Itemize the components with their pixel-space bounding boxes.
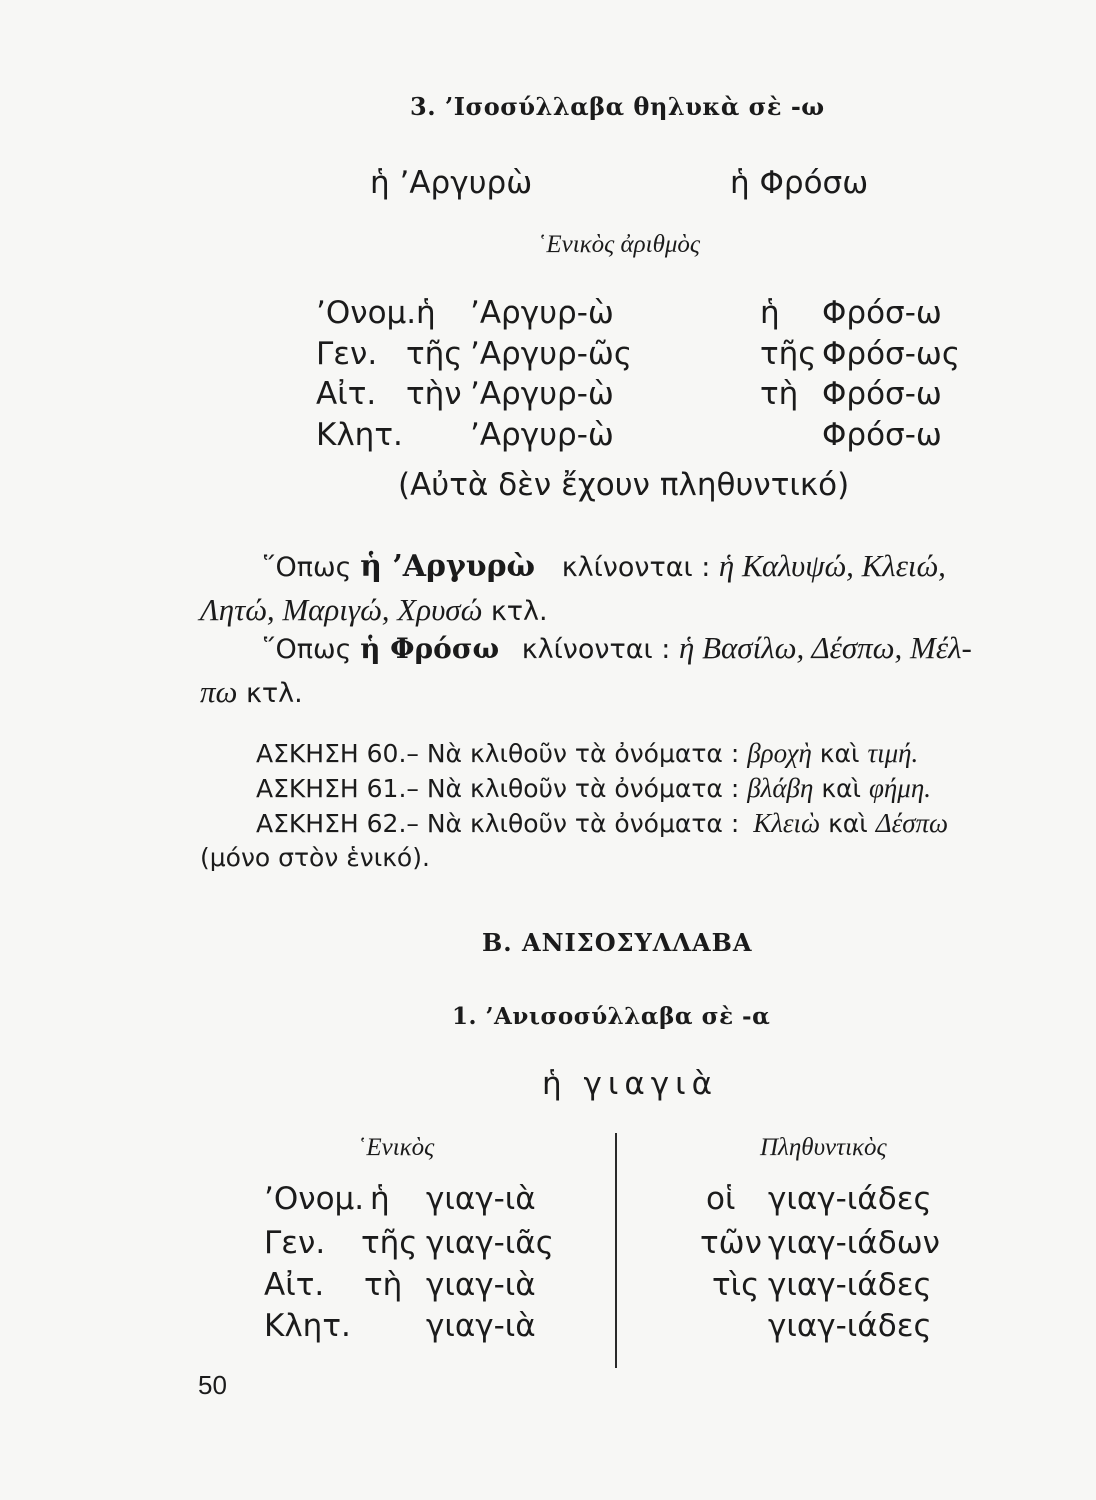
section-title: 3. ’Ισοσύλλαβα θηλυκὰ σὲ -ω	[410, 92, 825, 121]
paragraph-examples-cont: Λητώ, Μαριγώ, Χρυσώ	[200, 592, 483, 627]
case-label: Κλητ.	[264, 1308, 351, 1344]
paragraph-argyro-line2	[200, 592, 548, 628]
paragraph-froso-line1	[262, 630, 972, 666]
paragraph-bold-word: ἡ ’Αργυρὼ	[360, 549, 536, 584]
case-label: Γεν.	[316, 336, 378, 372]
form: ’Αργυρ-ὼ	[470, 295, 614, 331]
case-label: Κλητ.	[316, 417, 403, 453]
exercise-62-cont: (μόνο στὸν ἑνικό).	[200, 843, 430, 872]
paragraph-bold-word: ἡ Φρόσω	[360, 632, 500, 665]
exercise-62	[256, 808, 948, 839]
paragraph-examples: ἡ Καλυψώ, Κλειώ,	[718, 548, 946, 583]
number-label: ῾Ενικὸς ἀριθμὸς	[538, 231, 701, 258]
exercise-label: ΑΣΚΗΣΗ 61.– Νὰ κλιθοῦν τὰ ὀνόματα :	[256, 774, 740, 803]
article: ἡ	[416, 295, 436, 331]
exercise-word: βλάβη	[747, 773, 814, 803]
paragraph-verb: κλίνονται :	[521, 634, 671, 665]
exercise-word: Κλειὼ	[753, 808, 821, 838]
plural-form: γιαγ-ιάδων	[768, 1225, 940, 1261]
section-b-heading: Β. ΑΝΙΣΟΣΥΛΛΑΒΑ	[482, 928, 753, 957]
article: ἡ	[760, 295, 780, 331]
paragraph-etc: κτλ.	[246, 678, 303, 709]
case-label: Αἰτ.	[316, 376, 377, 412]
article: τὴν	[406, 376, 462, 412]
form: γιαγ-ιᾶς	[426, 1225, 554, 1261]
form: ’Αργυρ-ὼ	[470, 376, 614, 412]
headword-froso: ἡ Φρόσω	[730, 165, 869, 201]
paragraph-verb: κλίνονται :	[561, 552, 711, 583]
column-divider	[615, 1133, 617, 1368]
exercise-word: Δέσπω	[875, 808, 949, 838]
exercise-and: καὶ	[828, 809, 868, 838]
form: γιαγ-ιὰ	[426, 1181, 536, 1217]
paragraph-froso-line2	[200, 674, 303, 710]
article: τὴ	[760, 376, 799, 412]
singular-label: ῾Ενικὸς	[358, 1134, 435, 1161]
form: ’Αργυρ-ὼ	[470, 417, 614, 453]
exercise-word: φήμη.	[868, 773, 931, 803]
form: Φρόσ-ω	[822, 295, 942, 331]
headword-giagia: ἡ γιαγιὰ	[542, 1066, 719, 1102]
headword-argyro: ἡ ’Αργυρὼ	[370, 165, 533, 201]
no-plural-note: (Αὐτὰ δὲν ἔχουν πληθυντικό)	[398, 467, 850, 503]
exercise-and: καὶ	[821, 774, 861, 803]
exercise-61	[256, 773, 931, 804]
plural-article: οἱ	[706, 1181, 736, 1217]
plural-article: τῶν	[700, 1225, 762, 1261]
exercise-word: βροχὴ	[747, 738, 812, 768]
case-label: ’Ονομ.	[316, 295, 417, 331]
plural-label: Πληθυντικὸς	[760, 1134, 887, 1161]
exercise-and: καὶ	[819, 739, 860, 768]
form: Φρόσ-ω	[822, 417, 942, 453]
form: ’Αργυρ-ῶς	[470, 336, 633, 372]
subsection-title: 1. ’Ανισοσύλλαβα σὲ -α	[452, 1003, 771, 1030]
paragraph-etc: κτλ.	[490, 596, 548, 627]
article: τῆς	[406, 336, 463, 372]
paragraph-examples-cont: πω	[200, 674, 238, 709]
form: γιαγ-ιὰ	[426, 1308, 536, 1344]
case-label: Γεν.	[264, 1225, 326, 1261]
paragraph-argyro-line1	[262, 548, 946, 584]
article: τῆς	[760, 336, 817, 372]
plural-article: τὶς	[712, 1267, 760, 1303]
exercise-label: ΑΣΚΗΣΗ 60.– Νὰ κλιθοῦν τὰ ὀνόματα :	[256, 739, 740, 768]
article: ἡ	[370, 1181, 390, 1217]
article: τῆς	[361, 1225, 418, 1261]
plural-form: γιαγ-ιάδες	[768, 1181, 932, 1217]
article: τὴ	[364, 1267, 403, 1303]
plural-form: γιαγ-ιάδες	[768, 1267, 932, 1303]
exercise-word: τιμή.	[867, 738, 919, 768]
plural-form: γιαγ-ιάδες	[768, 1308, 932, 1344]
page-number: 50	[198, 1370, 227, 1400]
paragraph-intro: ῞Οπως	[262, 552, 352, 583]
form: Φρόσ-ως	[822, 336, 961, 372]
case-label: Αἰτ.	[264, 1267, 325, 1303]
paragraph-examples: ἡ Βασίλω, Δέσπω, Μέλ-	[678, 630, 972, 665]
exercise-60	[256, 738, 918, 769]
form: Φρόσ-ω	[822, 376, 942, 412]
form: γιαγ-ιὰ	[426, 1267, 536, 1303]
paragraph-intro: ῞Οπως	[262, 634, 352, 665]
exercise-label: ΑΣΚΗΣΗ 62.– Νὰ κλιθοῦν τὰ ὀνόματα :	[256, 809, 740, 838]
case-label: ’Ονομ.	[264, 1181, 365, 1217]
